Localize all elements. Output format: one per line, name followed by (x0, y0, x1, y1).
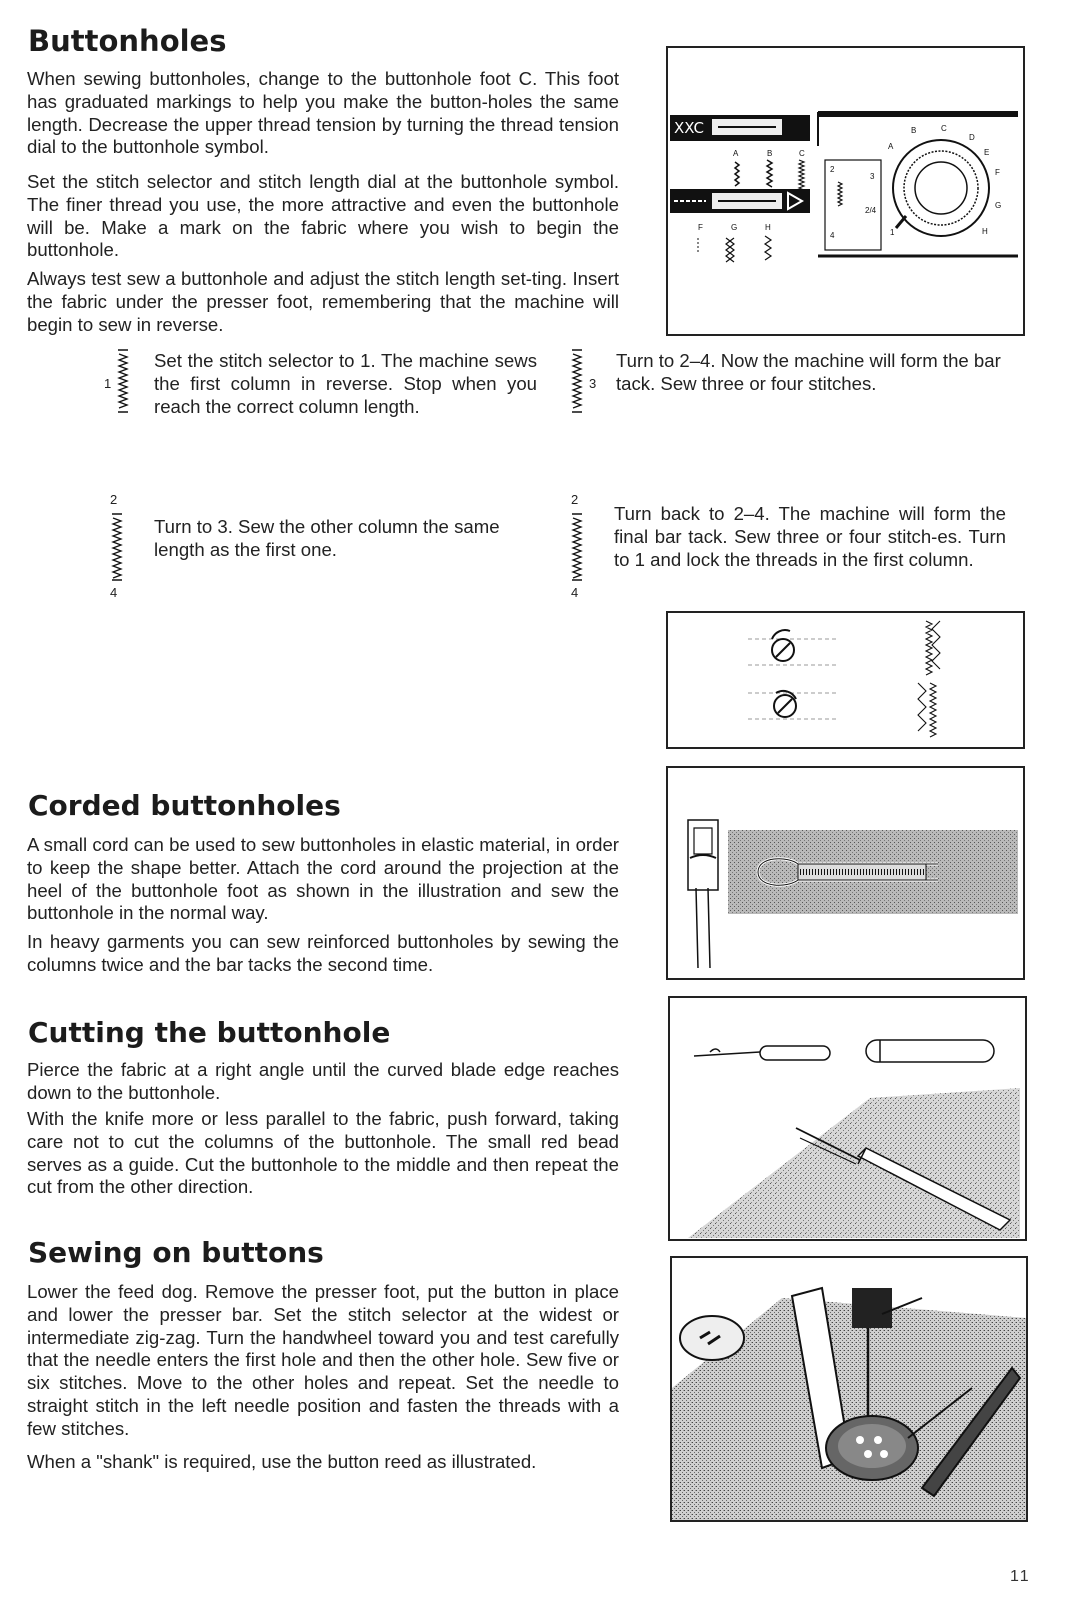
step-4-marker-top: 2 (571, 492, 579, 507)
dial-turn-illustration (666, 611, 1025, 749)
seam-ripper-illustration (668, 996, 1027, 1241)
step-2-marker: 3 (589, 376, 597, 391)
buttonhole-stitch-symbol-3 (565, 348, 587, 416)
step-2-text: Turn to 2–4. Now the machine will form the bar tack. Sew three or four stitches. (616, 350, 1001, 394)
svg-text:D: D (969, 133, 975, 142)
svg-text:A: A (888, 142, 894, 151)
buttonholes-paragraph-2: Set the stitch selector and stitch length dial at the buttonhole symbol. The finer thread you use, the more attractive and even the buttonhole will be. Make a mark on the fabric where you wish to begin the buttonhole. (27, 171, 619, 261)
buttonholes-paragraph-1: When sewing buttonholes, change to the buttonhole foot C. This foot has graduated markings to help you make the button-holes the same length. Decrease the upper thread tension by turning the thread tension dial to the buttonhole symbol. (27, 68, 619, 158)
corded-paragraph-1: A small cord can be used to sew buttonholes in elastic material, in order to keep the shape better. Attach the cord around the projection at the heel of the buttonhole foot as shown in the illustration and sew the buttonhole in the normal way. (27, 834, 619, 924)
panel-label-g: G (731, 223, 738, 232)
buttonhole-stitch-symbol-2-4b (565, 512, 587, 584)
svg-text:3: 3 (870, 172, 875, 181)
step-4-marker-bottom: 4 (571, 585, 579, 600)
svg-text:B: B (911, 126, 917, 135)
step-3-marker-top: 2 (110, 492, 118, 507)
svg-text:4: 4 (830, 231, 835, 240)
cutting-paragraph-1: Pierce the fabric at a right angle until the curved blade edge reaches down to the buttonhole. (27, 1059, 619, 1103)
sewing-button-illustration (670, 1256, 1028, 1522)
buttonhole-stitch-symbol-2-4 (105, 512, 127, 584)
panel-label-h: H (765, 223, 771, 232)
buttonhole-stitch-symbol-1 (111, 348, 133, 416)
step-1-text: Set the stitch selector to 1. The machine sews the first column in reverse. Stop when you reach the correct column length. (154, 350, 537, 417)
panel-label-a: A (733, 149, 739, 158)
corded-buttonhole-drawing (668, 768, 1023, 978)
buttons-paragraph-1: Lower the feed dog. Remove the presser foot, put the button in place and lower the presser bar. Set the stitch selector at the widest or intermediate zig-zag. Turn the handwheel toward you and test carefully that the needle enters the first hole and then the other hole. Sew five or six stitches. Move to the other holes and repeat. Set the needle to straight stitch in the left needle position and fasten the threads with a few stitches. (27, 1281, 619, 1439)
seam-ripper-drawing (670, 998, 1025, 1239)
panel-label-b: B (767, 149, 773, 158)
svg-text:F: F (995, 168, 1000, 177)
step-1-marker: 1 (104, 376, 112, 391)
buttons-paragraph-2: When a "shank" is required, use the button reed as illustrated. (27, 1451, 537, 1472)
heading-sewing-on-buttons: Sewing on buttons (28, 1236, 324, 1269)
svg-text:XXC: XXC (674, 119, 704, 137)
page-number: 11 (1010, 1568, 1031, 1585)
svg-text:H: H (982, 227, 988, 236)
heading-cutting-buttonhole: Cutting the buttonhole (28, 1016, 391, 1049)
stitch-panel-drawing (668, 48, 1023, 334)
dial-turn-drawing (668, 613, 1023, 747)
panel-label-f: F (698, 223, 703, 232)
svg-text:2/4: 2/4 (865, 206, 877, 215)
svg-text:C: C (941, 124, 947, 133)
sewing-button-drawing (672, 1258, 1026, 1520)
svg-text:G: G (995, 201, 1002, 210)
heading-corded-buttonholes: Corded buttonholes (28, 789, 341, 822)
stitch-selector-panel-illustration (666, 46, 1025, 336)
step-3-marker-bottom: 4 (110, 585, 118, 600)
svg-text:2: 2 (830, 165, 835, 174)
corded-paragraph-2: In heavy garments you can sew reinforced buttonholes by sewing the columns twice and the bar tacks the second time. (27, 931, 619, 975)
heading-buttonholes: Buttonholes (28, 24, 227, 58)
corded-buttonhole-illustration (666, 766, 1025, 980)
svg-text:E: E (984, 148, 990, 157)
panel-label-c: C (799, 149, 805, 158)
step-4-text: Turn back to 2–4. The machine will form the final bar tack. Sew three or four stitch-es. Turn to 1 and lock the threads in the first column. (614, 503, 1006, 570)
svg-text:1: 1 (890, 228, 895, 237)
buttonholes-paragraph-3: Always test sew a buttonhole and adjust the stitch length set-ting. Insert the fabric under the presser foot, remembering that the machine will begin to sew in reverse. (27, 268, 619, 335)
cutting-paragraph-2: With the knife more or less parallel to the fabric, push forward, taking care not to cut the columns of the buttonhole. The small red bead serves as a guide. Cut the buttonhole to the middle and then repeat the cut from the other direction. (27, 1108, 619, 1198)
step-3-text: Turn to 3. Sew the other column the same length as the first one. (154, 516, 500, 560)
